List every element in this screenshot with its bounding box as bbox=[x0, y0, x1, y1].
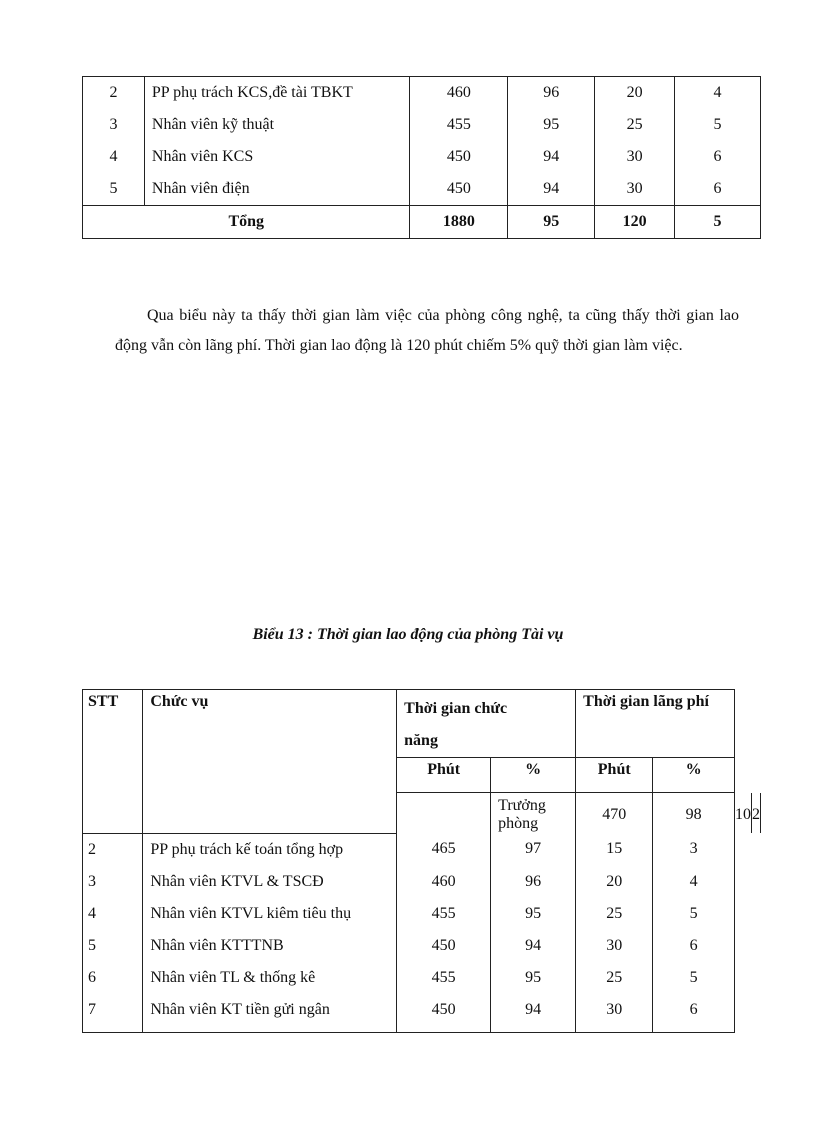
total-row bbox=[83, 206, 761, 239]
waste-minutes-cell: 20 bbox=[576, 866, 653, 898]
header-tg-lang-phi: Thời gian lãng phí bbox=[576, 690, 735, 758]
waste-minutes-cell: 30 bbox=[595, 173, 675, 206]
table-row bbox=[83, 962, 761, 994]
position-cell: Nhân viên KTVL & TSCĐ bbox=[143, 866, 397, 898]
header-tg-chuc-nang: Thời gian chức năng bbox=[397, 690, 576, 758]
func-minutes-cell: 455 bbox=[397, 898, 491, 930]
func-percent-cell: 94 bbox=[491, 994, 576, 1033]
table-row bbox=[83, 866, 761, 898]
waste-minutes-cell: 20 bbox=[595, 77, 675, 110]
table-row bbox=[83, 173, 761, 206]
table-caption: Biểu 13 : Thời gian lao động của phòng Tài vụ bbox=[252, 626, 564, 643]
stt-cell: 5 bbox=[83, 930, 143, 962]
func-percent-cell: 96 bbox=[491, 866, 576, 898]
position-cell: Trưởng phòng bbox=[491, 793, 576, 834]
func-minutes-cell: 460 bbox=[410, 77, 508, 110]
waste-percent-cell: 4 bbox=[675, 77, 761, 110]
position-cell: Nhân viên KTTTNB bbox=[143, 930, 397, 962]
header-stt: STT bbox=[83, 690, 143, 834]
paragraph-text: Qua biểu này ta thấy thời gian làm việc của phòng công nghệ, ta cũng thấy thời gian lao động vẫn còn lãng phí. Thời gian lao động là 120 phút chiếm 5% quỹ thời gian làm việc. bbox=[115, 307, 739, 354]
position-cell: Nhân viên kỹ thuật bbox=[144, 109, 410, 141]
func-percent-cell: 95 bbox=[491, 962, 576, 994]
func-minutes-cell: 455 bbox=[410, 109, 508, 141]
waste-minutes-cell: 30 bbox=[576, 930, 653, 962]
func-minutes-cell: 460 bbox=[397, 866, 491, 898]
table-row bbox=[83, 898, 761, 930]
stt-cell: 4 bbox=[83, 898, 143, 930]
stt-cell: 3 bbox=[83, 109, 145, 141]
position-cell: Nhân viên KTVL kiêm tiêu thụ bbox=[143, 898, 397, 930]
position-cell: Nhân viên KCS bbox=[144, 141, 410, 173]
table-phong-tai-vu bbox=[82, 689, 761, 1033]
waste-percent-cell: 5 bbox=[675, 109, 761, 141]
func-percent-cell: 96 bbox=[508, 77, 595, 110]
position-cell: PP phụ trách kế toán tổng hợp bbox=[143, 833, 397, 866]
waste-minutes-cell: 10 bbox=[735, 793, 752, 834]
table-row bbox=[83, 141, 761, 173]
stt-cell: 6 bbox=[83, 962, 143, 994]
waste-percent-cell: 5 bbox=[653, 898, 735, 930]
func-percent-cell: 94 bbox=[508, 141, 595, 173]
total-label: Tổng bbox=[83, 206, 410, 239]
waste-minutes-cell: 25 bbox=[576, 962, 653, 994]
stt-cell: 4 bbox=[83, 141, 145, 173]
func-minutes-cell: 450 bbox=[410, 141, 508, 173]
func-percent-cell: 97 bbox=[491, 833, 576, 866]
position-cell: Nhân viên KT tiền gửi ngân bbox=[143, 994, 397, 1033]
table-row bbox=[83, 109, 761, 141]
func-percent-cell: 95 bbox=[508, 109, 595, 141]
position-cell: Nhân viên TL & thống kê bbox=[143, 962, 397, 994]
total-waste-minutes: 120 bbox=[595, 206, 675, 239]
waste-percent-cell: 6 bbox=[653, 994, 735, 1033]
table-row bbox=[83, 930, 761, 962]
waste-minutes-cell: 15 bbox=[576, 833, 653, 866]
waste-percent-cell: 3 bbox=[653, 833, 735, 866]
header-row bbox=[83, 690, 761, 758]
stt-cell: 7 bbox=[83, 994, 143, 1033]
waste-percent-cell: 4 bbox=[653, 866, 735, 898]
func-minutes-cell: 455 bbox=[397, 962, 491, 994]
header-phut-func: Phút bbox=[397, 758, 491, 793]
header-pct-func: % bbox=[491, 758, 576, 793]
func-percent-cell: 94 bbox=[508, 173, 595, 206]
waste-minutes-cell: 30 bbox=[595, 141, 675, 173]
waste-percent-cell: 6 bbox=[675, 173, 761, 206]
func-minutes-cell: 450 bbox=[410, 173, 508, 206]
position-cell: PP phụ trách KCS,đề tài TBKT bbox=[144, 77, 410, 110]
total-func-percent: 95 bbox=[508, 206, 595, 239]
waste-minutes-cell: 25 bbox=[576, 898, 653, 930]
stt-cell: 2 bbox=[83, 77, 145, 110]
waste-percent-cell: 5 bbox=[653, 962, 735, 994]
table-row bbox=[83, 994, 761, 1033]
func-minutes-cell: 450 bbox=[397, 994, 491, 1033]
func-percent-cell: 98 bbox=[653, 793, 735, 834]
func-minutes-cell: 450 bbox=[397, 930, 491, 962]
func-minutes-cell: 465 bbox=[397, 833, 491, 866]
body-paragraph bbox=[115, 301, 739, 361]
waste-percent-cell: 6 bbox=[675, 141, 761, 173]
stt-cell bbox=[397, 793, 491, 834]
stt-cell: 5 bbox=[83, 173, 145, 206]
header-phut-waste: Phút bbox=[576, 758, 653, 793]
func-percent-cell: 94 bbox=[491, 930, 576, 962]
waste-minutes-cell: 25 bbox=[595, 109, 675, 141]
table-row bbox=[83, 77, 761, 110]
waste-percent-cell: 6 bbox=[653, 930, 735, 962]
func-minutes-cell: 470 bbox=[576, 793, 653, 834]
table-phong-cong-nghe bbox=[82, 76, 761, 239]
header-chuc-vu: Chức vụ bbox=[143, 690, 397, 834]
table-row bbox=[83, 833, 761, 866]
total-waste-percent: 5 bbox=[675, 206, 761, 239]
stt-cell: 3 bbox=[83, 866, 143, 898]
total-func-minutes: 1880 bbox=[410, 206, 508, 239]
waste-minutes-cell: 30 bbox=[576, 994, 653, 1033]
func-percent-cell: 95 bbox=[491, 898, 576, 930]
waste-percent-cell: 2 bbox=[752, 793, 761, 834]
header-pct-waste: % bbox=[653, 758, 735, 793]
stt-cell: 2 bbox=[83, 833, 143, 866]
position-cell: Nhân viên điện bbox=[144, 173, 410, 206]
